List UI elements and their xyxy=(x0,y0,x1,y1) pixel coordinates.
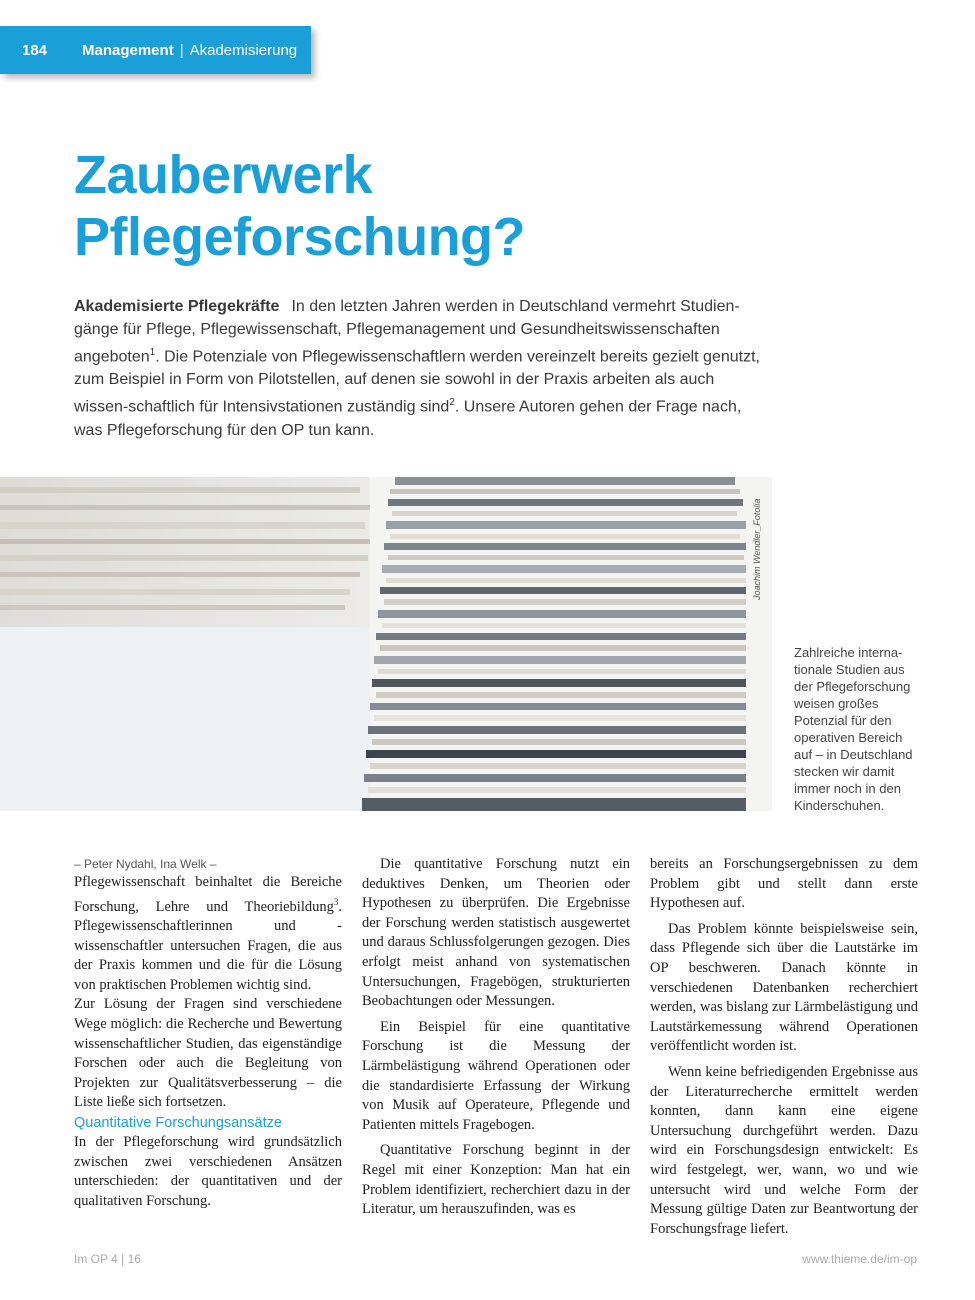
paragraph: Quantitative Forschung beginnt in der Regel mit einer Konzeption: Man hat ein Problem identifiziert, recherchiert dazu in der Literatur, um herauszufinden, was es xyxy=(362,1142,630,1218)
section-name: Management xyxy=(82,41,174,59)
photo-credit: Joachim Wendler_Fotolia xyxy=(752,498,762,600)
magazine-stack-photo xyxy=(0,477,772,811)
title-line-1: Zauberwerk xyxy=(74,145,373,205)
lead-paragraph xyxy=(74,295,764,442)
lead-ref-1: 1 xyxy=(149,347,156,358)
section-separator: | xyxy=(179,41,184,59)
section-header xyxy=(0,26,311,74)
footer-url[interactable]: www.thieme.de/im-op xyxy=(802,1252,917,1266)
paragraph xyxy=(74,873,342,995)
paragraph: In der Pflegeforschung wird grundsätzlich zwischen zwei verschiedenen Ansätzen unterschieden: der quantitativen und der qualitativen Forschung. xyxy=(74,1133,342,1209)
footnote-ref: 3 xyxy=(333,896,339,907)
column-1 xyxy=(74,855,342,1211)
page-number: 184 xyxy=(22,41,48,59)
lead-text-1: In den letzten Jahren werden in Deutschland vermehrt Studien-gänge für Pflege, Pflegewissenschaft, Pflegemanagement und Gesundheitswissenschaften angeboten xyxy=(74,298,740,366)
subsection-name: Akademisierung xyxy=(189,41,298,59)
paragraph-text: Pflegewissenschaft beinhaltet die Bereiche Forschung, Lehre und Theoriebildung xyxy=(74,874,342,915)
paragraph: Das Problem könnte beispielsweise sein, dass Pflegende sich über die Lautstärke im OP beschweren. Danach könnte in verschiedenen Datenbanken recherchiert werden, was bislang zur Lärmbelästigung und Lautstärkemessung während Operationen veröffentlicht worden ist. xyxy=(650,920,918,1055)
paragraph: Wenn keine befriedigenden Ergebnisse aus der Literaturrecherche ermittelt werden konnten, dann kann eine eigene Untersuchung durchgeführt werden. Dazu wird ein Forschungsdesign entwickelt: Es wird festgelegt, wer, wann, wo und wie untersucht wird und welche Form der Messung gültige Daten zur Beantwortung der Forschungsfrage liefert. xyxy=(650,1063,918,1237)
footer-issue: Im OP 4 | 16 xyxy=(74,1252,141,1266)
paragraph-text: . Pflegewissenschaftlerinnen und -wissenschaftler untersuchen Fragen, die aus der Praxis kommen und die für die Lösung von praktischen Problemen wichtig sind. xyxy=(74,898,342,993)
lead-label: Akademisierte Pflegekräfte xyxy=(74,298,280,315)
lead-text-3: . Unsere Autoren gehen der Frage nach, was Pflegeforschung für den OP tun kann. xyxy=(74,398,742,439)
photo-caption: Zahlreiche interna-tionale Studien aus der Pflegeforschung weisen großes Potenzial für den operativen Bereich auf – in Deutschland stecken wir damit immer noch in den Kinderschuhen. xyxy=(794,645,913,813)
paragraph: Ein Beispiel für eine quantitative Forschung ist die Messung der Lärmbelästigung während Operationen oder die standardisierte Erfassung der Wirkung von Musik auf Operateure, Pflegende und Patienten mittels Fragebogen. xyxy=(362,1018,630,1133)
authors: – Peter Nydahl, Ina Welk – xyxy=(74,857,217,871)
lead-text-2: . Die Potenziale von Pflegewissenschaftlern werden vereinzelt bereits gezielt genutzt, zum Beispiel in Form von Pilotstellen, auf denen sie sowohl in der Praxis arbeiten als auch wissen-schaftlich für Intensivstationen zuständig sind xyxy=(74,348,760,416)
paragraph: Die quantitative Forschung nutzt ein deduktives Denken, um Theorien oder Hypothesen zu überprüfen. Die Ergebnisse der Forschung werden statistisch ausgewertet und daraus Schlussfolgerungen gezogen. Dies erfolgt meist anhand von systematischen Untersuchungen, Fragebögen, strukturierten Beobachtungen oder Messungen. xyxy=(362,856,630,1010)
title-line-2: Pflegeforschung? xyxy=(74,207,526,267)
column-3 xyxy=(650,855,918,1239)
magazine-stack-illustration xyxy=(0,477,772,811)
subheading: Quantitative Forschungsansätze xyxy=(74,1114,282,1131)
lead-ref-2: 2 xyxy=(449,397,455,409)
column-2 xyxy=(362,855,630,1220)
paragraph: Zur Lösung der Fragen sind verschiedene Wege möglich: die Recherche und Bewertung wissenschaftlicher Studien, das eigenständige Forschen oder auch die Begleitung von Projekten zur Qualitätsverbesserung – die Liste ließe sich fortsetzen. xyxy=(74,996,342,1111)
article-title xyxy=(74,144,894,268)
paragraph: bereits an Forschungsergebnissen zu dem Problem gibt und stellt dann erste Hypothesen auf. xyxy=(650,856,918,912)
